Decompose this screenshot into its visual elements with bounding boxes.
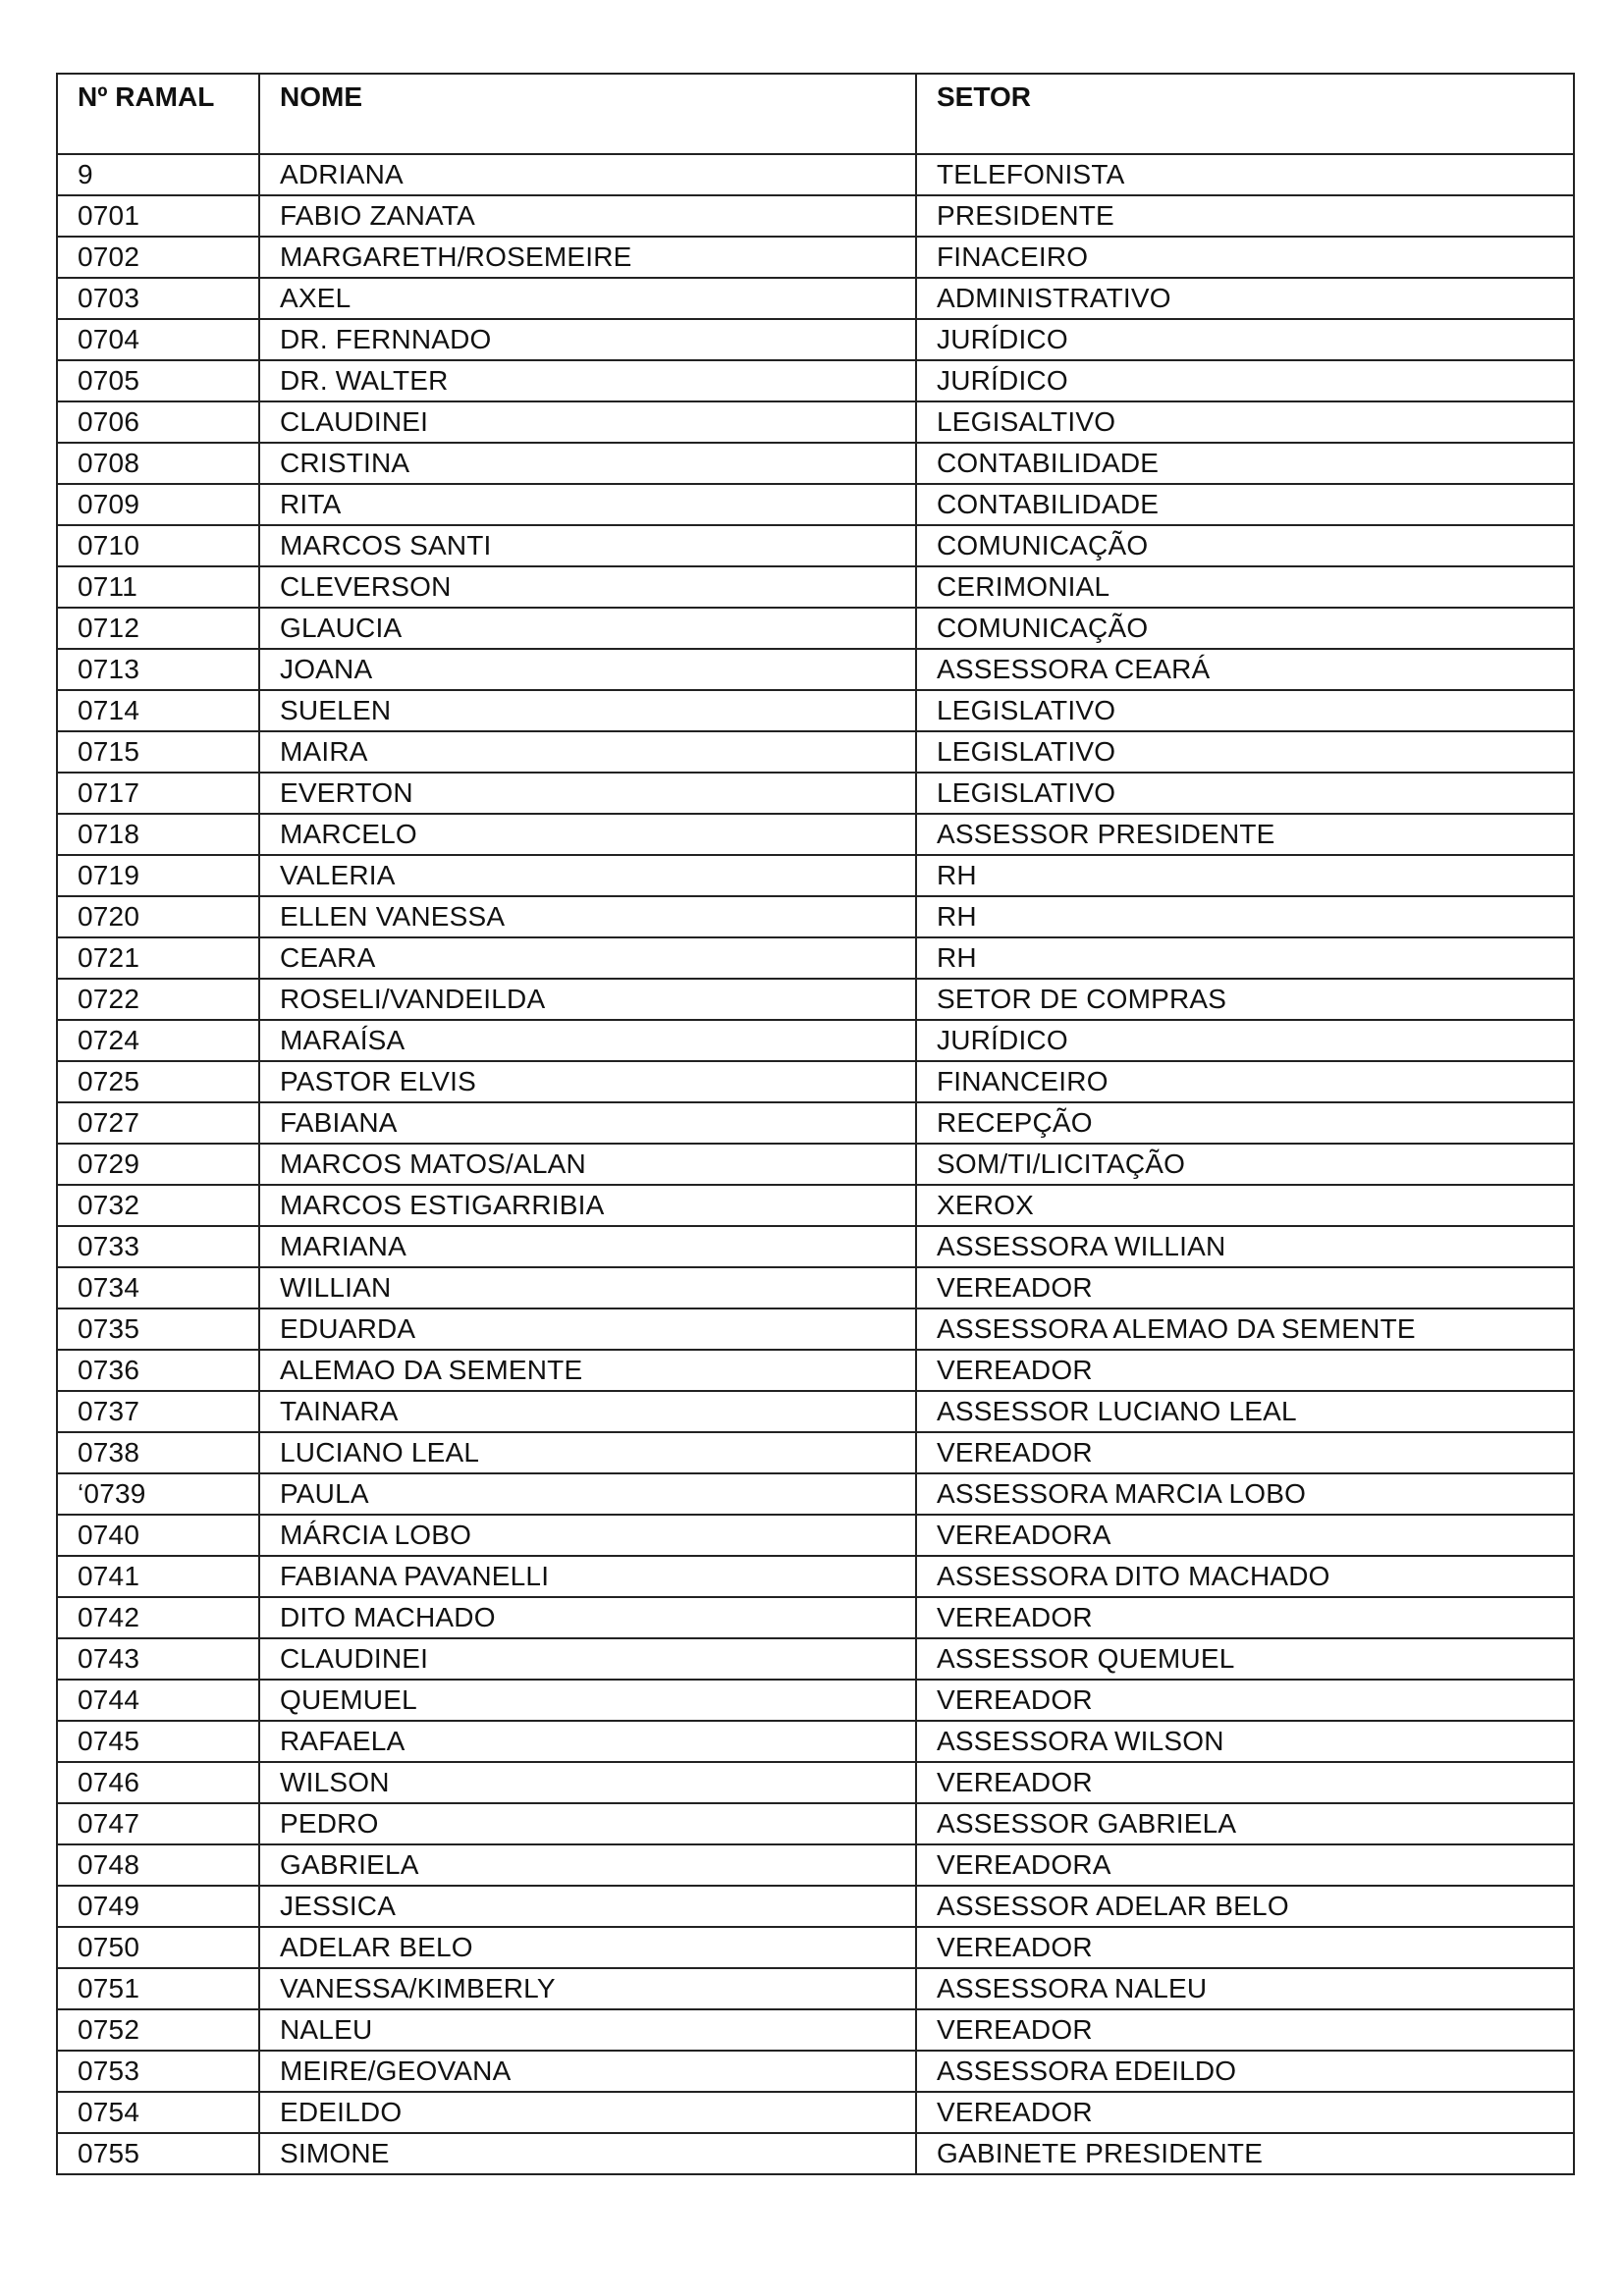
table-row [57,525,1574,566]
cell-ramal: 0747 [57,1803,259,1844]
cell-setor: VEREADOR [916,1350,1574,1391]
cell-setor: RH [916,896,1574,937]
cell-setor: VEREADORA [916,1515,1574,1556]
cell-nome: WILLIAN [259,1267,916,1308]
cell-setor: ASSESSORA NALEU [916,1968,1574,2009]
cell-nome: ALEMAO DA SEMENTE [259,1350,916,1391]
cell-setor: ASSESSORA WILLIAN [916,1226,1574,1267]
cell-setor: FINACEIRO [916,237,1574,278]
cell-nome: MARIANA [259,1226,916,1267]
table-row [57,319,1574,360]
cell-setor: VEREADOR [916,1597,1574,1638]
cell-ramal: 0718 [57,814,259,855]
table-body [57,154,1574,2174]
table-row [57,443,1574,484]
cell-setor: CONTABILIDADE [916,443,1574,484]
cell-setor: RH [916,937,1574,979]
cell-nome: CRISTINA [259,443,916,484]
table-row [57,401,1574,443]
table-row [57,237,1574,278]
cell-setor: VEREADOR [916,1680,1574,1721]
cell-nome: DITO MACHADO [259,1597,916,1638]
table-row [57,154,1574,195]
table-row [57,1432,1574,1473]
cell-ramal: 0714 [57,690,259,731]
table-row [57,1144,1574,1185]
cell-setor: VEREADOR [916,1432,1574,1473]
table-row [57,979,1574,1020]
table-row [57,1968,1574,2009]
cell-nome: EDEILDO [259,2092,916,2133]
table-row [57,773,1574,814]
cell-nome: MARAÍSA [259,1020,916,1061]
cell-ramal: 0729 [57,1144,259,1185]
cell-ramal: 0743 [57,1638,259,1680]
cell-ramal: 0721 [57,937,259,979]
table-row [57,2009,1574,2051]
cell-nome: ROSELI/VANDEILDA [259,979,916,1020]
table-row [57,608,1574,649]
table-row [57,1680,1574,1721]
table-row [57,1391,1574,1432]
cell-setor: VEREADOR [916,1927,1574,1968]
cell-nome: SUELEN [259,690,916,731]
cell-setor: LEGISLATIVO [916,731,1574,773]
cell-setor: ASSESSORA WILSON [916,1721,1574,1762]
table-row [57,1308,1574,1350]
header-setor: SETOR [916,74,1574,154]
cell-nome: CLAUDINEI [259,401,916,443]
cell-setor: SOM/TI/LICITAÇÃO [916,1144,1574,1185]
cell-setor: VEREADOR [916,2009,1574,2051]
cell-ramal: 0701 [57,195,259,237]
cell-nome: VANESSA/KIMBERLY [259,1968,916,2009]
cell-setor: COMUNICAÇÃO [916,525,1574,566]
cell-nome: ELLEN VANESSA [259,896,916,937]
cell-setor: ADMINISTRATIVO [916,278,1574,319]
cell-nome: MARCOS MATOS/ALAN [259,1144,916,1185]
cell-ramal: 0755 [57,2133,259,2174]
cell-nome: QUEMUEL [259,1680,916,1721]
cell-nome: GLAUCIA [259,608,916,649]
table-row [57,1556,1574,1597]
cell-ramal: 0737 [57,1391,259,1432]
cell-setor: CERIMONIAL [916,566,1574,608]
table-row [57,1515,1574,1556]
cell-ramal: 0724 [57,1020,259,1061]
cell-nome: LUCIANO LEAL [259,1432,916,1473]
cell-ramal: 0738 [57,1432,259,1473]
cell-ramal: 0741 [57,1556,259,1597]
cell-nome: EVERTON [259,773,916,814]
cell-setor: RH [916,855,1574,896]
cell-setor: SETOR DE COMPRAS [916,979,1574,1020]
table-row [57,1886,1574,1927]
cell-setor: ASSESSORA MARCIA LOBO [916,1473,1574,1515]
cell-setor: COMUNICAÇÃO [916,608,1574,649]
table-row [57,1638,1574,1680]
cell-nome: ADELAR BELO [259,1927,916,1968]
cell-ramal: 0717 [57,773,259,814]
table-row [57,690,1574,731]
cell-ramal: 0709 [57,484,259,525]
cell-nome: ADRIANA [259,154,916,195]
cell-nome: FABIANA PAVANELLI [259,1556,916,1597]
cell-ramal: 0702 [57,237,259,278]
cell-nome: JESSICA [259,1886,916,1927]
cell-ramal: 0749 [57,1886,259,1927]
table-row [57,1226,1574,1267]
cell-setor: VEREADORA [916,1844,1574,1886]
cell-ramal: 0752 [57,2009,259,2051]
cell-ramal: ‘0739 [57,1473,259,1515]
cell-ramal: 0705 [57,360,259,401]
cell-setor: LEGISALTIVO [916,401,1574,443]
cell-ramal: 0708 [57,443,259,484]
cell-ramal: 0746 [57,1762,259,1803]
cell-setor: LEGISLATIVO [916,773,1574,814]
cell-setor: ASSESSOR PRESIDENTE [916,814,1574,855]
table-row [57,1267,1574,1308]
cell-setor: VEREADOR [916,1267,1574,1308]
cell-setor: ASSESSORA DITO MACHADO [916,1556,1574,1597]
cell-ramal: 0744 [57,1680,259,1721]
cell-ramal: 0732 [57,1185,259,1226]
cell-setor: RECEPÇÃO [916,1102,1574,1144]
cell-setor: ASSESSOR LUCIANO LEAL [916,1391,1574,1432]
table-row [57,1473,1574,1515]
cell-nome: FABIO ZANATA [259,195,916,237]
cell-nome: PASTOR ELVIS [259,1061,916,1102]
cell-nome: TAINARA [259,1391,916,1432]
table-row [57,278,1574,319]
cell-ramal: 0722 [57,979,259,1020]
cell-setor: ASSESSOR QUEMUEL [916,1638,1574,1680]
table-row [57,195,1574,237]
cell-nome: AXEL [259,278,916,319]
table-row [57,855,1574,896]
cell-setor: XEROX [916,1185,1574,1226]
cell-nome: MARCOS SANTI [259,525,916,566]
table-row [57,649,1574,690]
cell-nome: WILSON [259,1762,916,1803]
cell-nome: PEDRO [259,1803,916,1844]
cell-ramal: 9 [57,154,259,195]
table-header [57,74,1574,154]
cell-setor: PRESIDENTE [916,195,1574,237]
cell-setor: VEREADOR [916,1762,1574,1803]
cell-ramal: 0753 [57,2051,259,2092]
table-row [57,731,1574,773]
cell-setor: JURÍDICO [916,1020,1574,1061]
cell-nome: MARCELO [259,814,916,855]
cell-ramal: 0706 [57,401,259,443]
cell-nome: CEARA [259,937,916,979]
extension-table [56,73,1575,2175]
cell-ramal: 0727 [57,1102,259,1144]
cell-ramal: 0710 [57,525,259,566]
cell-setor: ASSESSORA ALEMAO DA SEMENTE [916,1308,1574,1350]
cell-setor: JURÍDICO [916,360,1574,401]
table-row [57,1102,1574,1144]
cell-nome: MEIRE/GEOVANA [259,2051,916,2092]
table-row [57,1721,1574,1762]
cell-setor: TELEFONISTA [916,154,1574,195]
table-row [57,1762,1574,1803]
cell-ramal: 0720 [57,896,259,937]
header-ramal: Nº RAMAL [57,74,259,154]
cell-nome: NALEU [259,2009,916,2051]
cell-nome: CLEVERSON [259,566,916,608]
cell-ramal: 0712 [57,608,259,649]
cell-setor: ASSESSORA CEARÁ [916,649,1574,690]
header-row [57,74,1574,154]
table-row [57,1061,1574,1102]
cell-setor: FINANCEIRO [916,1061,1574,1102]
cell-ramal: 0745 [57,1721,259,1762]
table-row [57,2092,1574,2133]
cell-nome: JOANA [259,649,916,690]
table-row [57,896,1574,937]
table-row [57,1185,1574,1226]
cell-ramal: 0740 [57,1515,259,1556]
table-row [57,1597,1574,1638]
cell-ramal: 0735 [57,1308,259,1350]
cell-ramal: 0719 [57,855,259,896]
header-nome: NOME [259,74,916,154]
cell-ramal: 0704 [57,319,259,360]
cell-setor: VEREADOR [916,2092,1574,2133]
cell-setor: ASSESSORA EDEILDO [916,2051,1574,2092]
cell-ramal: 0742 [57,1597,259,1638]
table-row [57,566,1574,608]
cell-nome: GABRIELA [259,1844,916,1886]
cell-ramal: 0711 [57,566,259,608]
cell-nome: SIMONE [259,2133,916,2174]
table-row [57,1844,1574,1886]
cell-setor: GABINETE PRESIDENTE [916,2133,1574,2174]
cell-nome: MARGARETH/ROSEMEIRE [259,237,916,278]
cell-setor: CONTABILIDADE [916,484,1574,525]
cell-setor: ASSESSOR GABRIELA [916,1803,1574,1844]
cell-nome: CLAUDINEI [259,1638,916,1680]
cell-ramal: 0725 [57,1061,259,1102]
cell-nome: MAIRA [259,731,916,773]
cell-nome: RITA [259,484,916,525]
table-row [57,1350,1574,1391]
table-row [57,1927,1574,1968]
table-row [57,360,1574,401]
cell-setor: LEGISLATIVO [916,690,1574,731]
table-row [57,2051,1574,2092]
cell-setor: ASSESSOR ADELAR BELO [916,1886,1574,1927]
cell-ramal: 0733 [57,1226,259,1267]
cell-ramal: 0734 [57,1267,259,1308]
table-row [57,814,1574,855]
table-row [57,1020,1574,1061]
cell-nome: DR. WALTER [259,360,916,401]
cell-nome: VALERIA [259,855,916,896]
cell-nome: EDUARDA [259,1308,916,1350]
cell-ramal: 0703 [57,278,259,319]
cell-nome: FABIANA [259,1102,916,1144]
table-row [57,1803,1574,1844]
cell-ramal: 0748 [57,1844,259,1886]
cell-ramal: 0754 [57,2092,259,2133]
cell-ramal: 0713 [57,649,259,690]
cell-nome: MARCOS ESTIGARRIBIA [259,1185,916,1226]
cell-ramal: 0750 [57,1927,259,1968]
cell-ramal: 0751 [57,1968,259,2009]
cell-nome: DR. FERNNADO [259,319,916,360]
table-row [57,937,1574,979]
table-row [57,2133,1574,2174]
cell-nome: MÁRCIA LOBO [259,1515,916,1556]
cell-nome: RAFAELA [259,1721,916,1762]
cell-ramal: 0736 [57,1350,259,1391]
cell-ramal: 0715 [57,731,259,773]
cell-setor: JURÍDICO [916,319,1574,360]
table-row [57,484,1574,525]
cell-nome: PAULA [259,1473,916,1515]
